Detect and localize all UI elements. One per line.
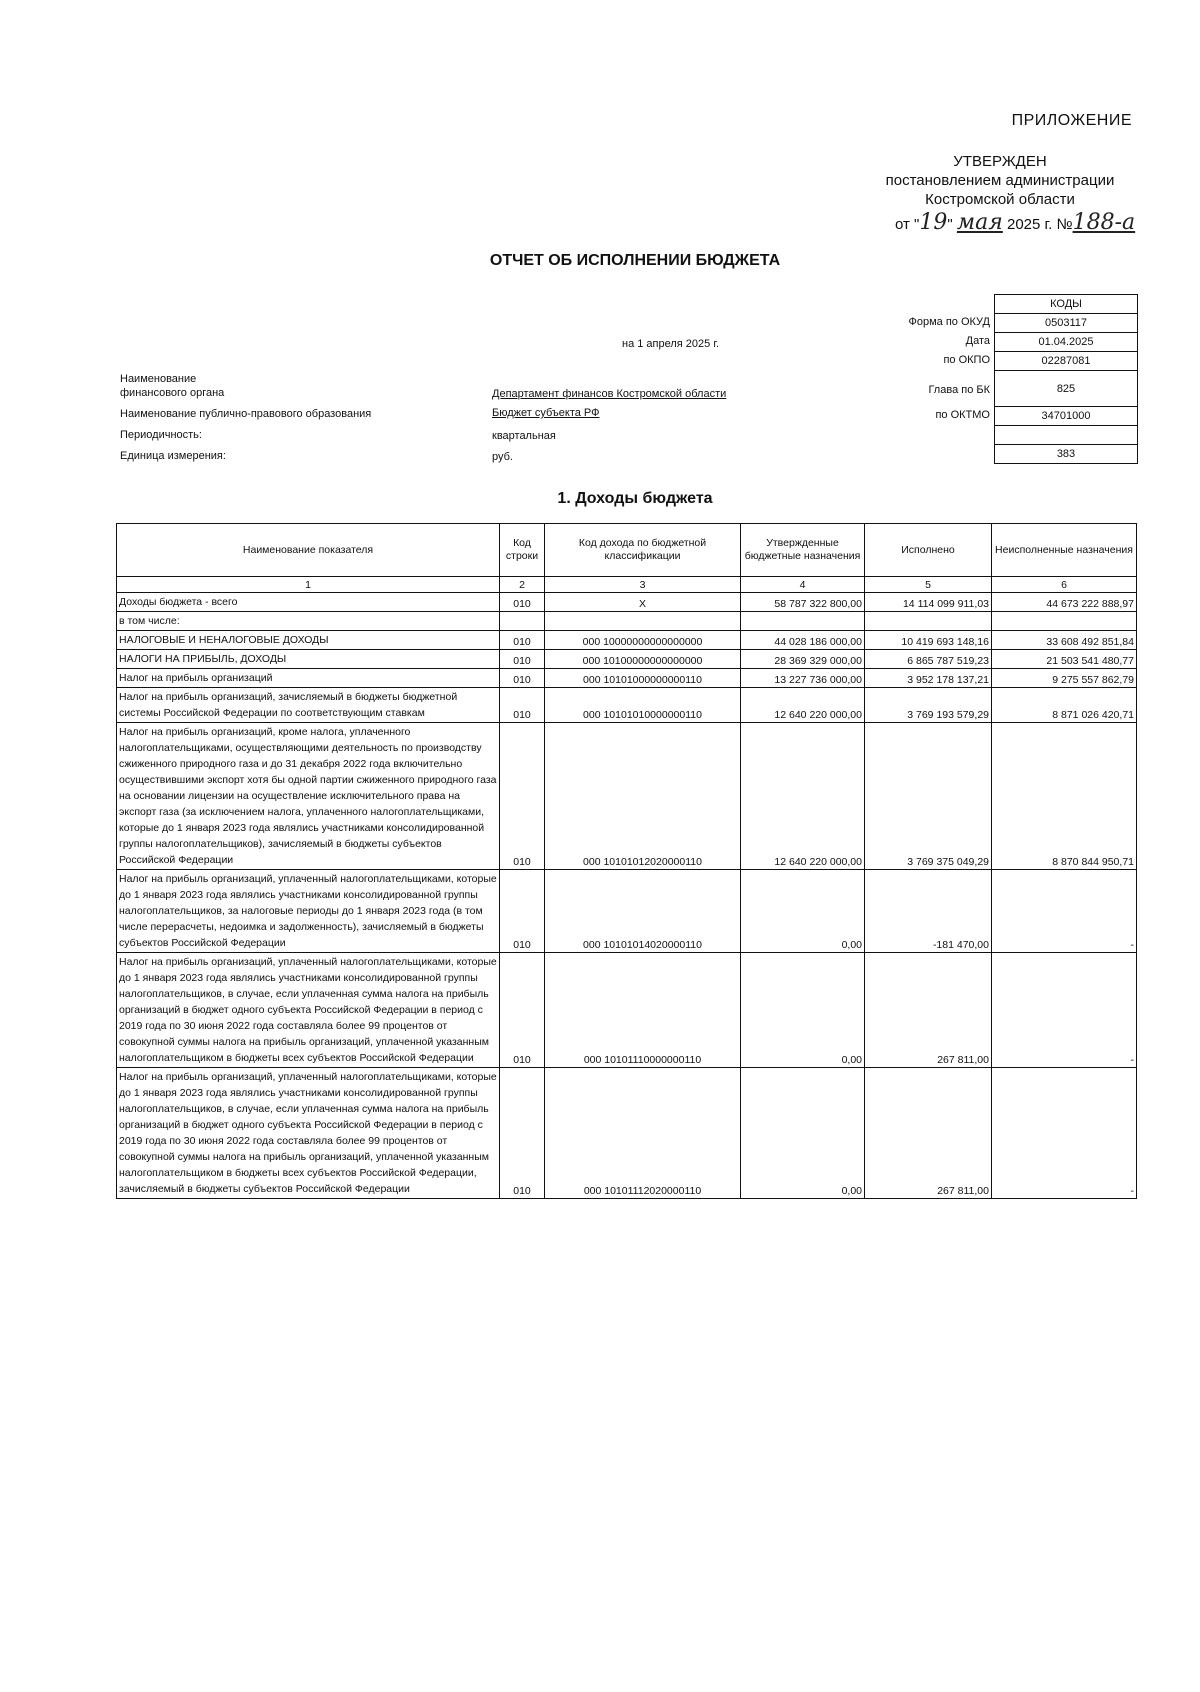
row-line-code: 010 (500, 593, 545, 612)
row-name: Налог на прибыль организаций, кроме налога, уплаченного налогоплательщиками, осуществляющими деятельность по производству сжиженного природного газа и до 31 декабря 2022 года включительно осуществившими экспорт хотя бы одной партии сжиженного природного газа на основании лицензии на осуществление исключительного права на экспорт газа (за исключением налога, уплаченного налогоплательщиками, которые до 1 января 2023 года являлись участниками консолидированной группы налогоплательщиков), зачисляемый в бюджеты субъектов Российской Федерации (117, 723, 500, 870)
revenue-table (116, 523, 1137, 1199)
col-number: 1 (117, 577, 500, 593)
row-line-code: 010 (500, 669, 545, 688)
row-unexecuted: 8 870 844 950,71 (992, 723, 1137, 870)
col-header-name: Наименование показателя (117, 524, 500, 577)
row-budget-code: 000 10101000000000110 (545, 669, 741, 688)
table-header-row (117, 524, 1137, 577)
row-line-code: 010 (500, 650, 545, 669)
row-executed: 3 769 375 049,29 (865, 723, 992, 870)
handwritten-number: 188-а (1072, 210, 1136, 235)
approval-year-text: 2025 г. № (1006, 216, 1073, 233)
row-unexecuted: 21 503 541 480,77 (992, 650, 1137, 669)
row-line-code: 010 (500, 953, 545, 1068)
code-label-date: Дата (965, 335, 990, 347)
code-glava-bk: 825 (995, 371, 1138, 407)
row-approved (741, 612, 865, 631)
row-line-code: 010 (500, 631, 545, 650)
appendix-label: ПРИЛОЖЕНИЕ (1011, 112, 1132, 129)
row-approved: 0,00 (741, 870, 865, 953)
row-budget-code: 000 10101110000000110 (545, 953, 741, 1068)
row-executed: 3 952 178 137,21 (865, 669, 992, 688)
col-number: 2 (500, 577, 545, 593)
row-name: НАЛОГОВЫЕ И НЕНАЛОГОВЫЕ ДОХОДЫ (117, 631, 500, 650)
approval-heading: УТВЕРЖДЕН (953, 153, 1047, 170)
code-label-glava-bk: Глава по БК (928, 384, 990, 396)
fin-organ-label (120, 372, 224, 400)
unit-value: руб. (492, 451, 513, 463)
approval-date-prefix: от " (895, 216, 920, 233)
row-name: Налог на прибыль организаций, уплаченный налогоплательщиками, которые до 1 января 2023 года являлись участниками консолидированной группы налогоплательщиков, в случае, если уплаченная сумма налога на прибыль организаций в бюджет одного субъекта Российской Федерации в период с 2019 года по 30 июня 2022 года составляла более 99 процентов от совокупной суммы налога на прибыль организаций, уплаченной указанным налогоплательщиком в бюджеты всех субъектов Российской Федерации, зачисляемый в бюджеты субъектов Российской Федерации (117, 1068, 500, 1199)
row-line-code: 010 (500, 688, 545, 723)
code-oktmo: 34701000 (995, 407, 1138, 426)
code-empty (995, 426, 1138, 445)
code-okpo: 02287081 (995, 352, 1138, 371)
row-executed: 10 419 693 148,16 (865, 631, 992, 650)
row-approved: 0,00 (741, 1068, 865, 1199)
table-row (117, 723, 1137, 870)
col-number: 3 (545, 577, 741, 593)
row-name: Налог на прибыль организаций (117, 669, 500, 688)
row-executed: -181 470,00 (865, 870, 992, 953)
row-executed: 267 811,00 (865, 1068, 992, 1199)
fin-organ-label-line1: Наименование (120, 373, 197, 385)
unit-label: Единица измерения: (120, 450, 226, 462)
document-title: ОТЧЕТ ОБ ИСПОЛНЕНИИ БЮДЖЕТА (489, 252, 781, 269)
row-unexecuted: 9 275 557 862,79 (992, 669, 1137, 688)
entity-value: Бюджет субъекта РФ (492, 407, 600, 419)
col-number: 4 (741, 577, 865, 593)
col-header-code: Код дохода по бюджетной классификации (545, 524, 741, 577)
approval-line-1: постановлением администрации (885, 172, 1115, 189)
row-name: Доходы бюджета - всего (117, 593, 500, 612)
periodicity-value: квартальная (492, 430, 556, 442)
periodicity-label: Периодичность: (120, 429, 202, 441)
codes-header: КОДЫ (995, 295, 1138, 314)
row-budget-code: 000 10101010000000110 (545, 688, 741, 723)
table-row (117, 612, 1137, 631)
row-name: в том числе: (117, 612, 500, 631)
table-row (117, 870, 1137, 953)
code-date: 01.04.2025 (995, 333, 1138, 352)
row-unexecuted: - (992, 953, 1137, 1068)
row-approved: 12 640 220 000,00 (741, 723, 865, 870)
row-unexecuted: - (992, 870, 1137, 953)
row-name: НАЛОГИ НА ПРИБЫЛЬ, ДОХОДЫ (117, 650, 500, 669)
col-header-line: Код строки (500, 524, 545, 577)
code-unit: 383 (995, 445, 1138, 464)
fin-organ-value: Департамент финансов Костромской области (492, 388, 727, 400)
handwritten-day: 19 (919, 210, 948, 235)
table-row (117, 1068, 1137, 1199)
column-number-row (117, 577, 1137, 593)
row-budget-code (545, 612, 741, 631)
row-budget-code: X (545, 593, 741, 612)
row-budget-code: 000 10000000000000000 (545, 631, 741, 650)
row-budget-code: 000 10100000000000000 (545, 650, 741, 669)
table-row (117, 650, 1137, 669)
row-line-code (500, 612, 545, 631)
table-row (117, 688, 1137, 723)
approval-date-line (895, 210, 1135, 235)
col-header-unexecuted: Неисполненные назначения (992, 524, 1137, 577)
row-unexecuted: 8 871 026 420,71 (992, 688, 1137, 723)
col-header-executed: Исполнено (865, 524, 992, 577)
row-budget-code: 000 10101014020000110 (545, 870, 741, 953)
handwritten-month: мая (956, 210, 1003, 235)
row-unexecuted (992, 612, 1137, 631)
col-number: 6 (992, 577, 1137, 593)
row-budget-code: 000 10101112020000110 (545, 1068, 741, 1199)
col-header-approved: Утвержденные бюджетные назначения (741, 524, 865, 577)
row-approved: 44 028 186 000,00 (741, 631, 865, 650)
approval-line-2: Костромской области (925, 191, 1075, 208)
row-approved: 12 640 220 000,00 (741, 688, 865, 723)
table-row (117, 669, 1137, 688)
row-unexecuted: - (992, 1068, 1137, 1199)
row-budget-code: 000 10101012020000110 (545, 723, 741, 870)
table-row (117, 953, 1137, 1068)
row-approved: 13 227 736 000,00 (741, 669, 865, 688)
code-okud: 0503117 (995, 314, 1138, 333)
section-title: 1. Доходы бюджета (557, 490, 713, 507)
code-label-oktmo: по ОКТМО (935, 409, 990, 421)
row-line-code: 010 (500, 870, 545, 953)
table-row (117, 631, 1137, 650)
codes-table (994, 294, 1138, 464)
row-unexecuted: 44 673 222 888,97 (992, 593, 1137, 612)
fin-organ-label-line2: финансового органа (120, 387, 225, 399)
row-name: Налог на прибыль организаций, зачисляемый в бюджеты бюджетной системы Российской Федерации по соответствующим ставкам (117, 688, 500, 723)
col-number: 5 (865, 577, 992, 593)
row-executed: 3 769 193 579,29 (865, 688, 992, 723)
entity-label: Наименование публично-правового образования (120, 408, 372, 420)
code-label-okpo: по ОКПО (943, 354, 990, 366)
row-name: Налог на прибыль организаций, уплаченный налогоплательщиками, которые до 1 января 2023 года являлись участниками консолидированной группы налогоплательщиков, за налоговые периоды до 1 января 2023 года (в том числе перерасчеты, недоимка и задолженность), зачисляемый в бюджеты субъектов Российской Федерации (117, 870, 500, 953)
codes-labels (860, 294, 990, 425)
row-approved: 0,00 (741, 953, 865, 1068)
row-executed: 14 114 099 911,03 (865, 593, 992, 612)
row-approved: 58 787 322 800,00 (741, 593, 865, 612)
approval-date-quote: " (947, 216, 953, 233)
row-name: Налог на прибыль организаций, уплаченный налогоплательщиками, которые до 1 января 2023 года являлись участниками консолидированной группы налогоплательщиков, в случае, если уплаченная сумма налога на прибыль организаций в бюджет одного субъекта Российской Федерации в период с 2019 года по 30 июня 2022 года составляла более 99 процентов от совокупной суммы налога на прибыль организаций, уплаченной указанным налогоплательщиком в бюджеты всех субъектов Российской Федерации (117, 953, 500, 1068)
row-line-code: 010 (500, 723, 545, 870)
row-line-code: 010 (500, 1068, 545, 1199)
table-row (117, 593, 1137, 612)
row-executed: 6 865 787 519,23 (865, 650, 992, 669)
approval-block (860, 152, 1140, 209)
row-executed (865, 612, 992, 631)
row-unexecuted: 33 608 492 851,84 (992, 631, 1137, 650)
row-approved: 28 369 329 000,00 (741, 650, 865, 669)
row-executed: 267 811,00 (865, 953, 992, 1068)
code-label-okud: Форма по ОКУД (908, 316, 990, 328)
report-date: на 1 апреля 2025 г. (622, 338, 720, 350)
